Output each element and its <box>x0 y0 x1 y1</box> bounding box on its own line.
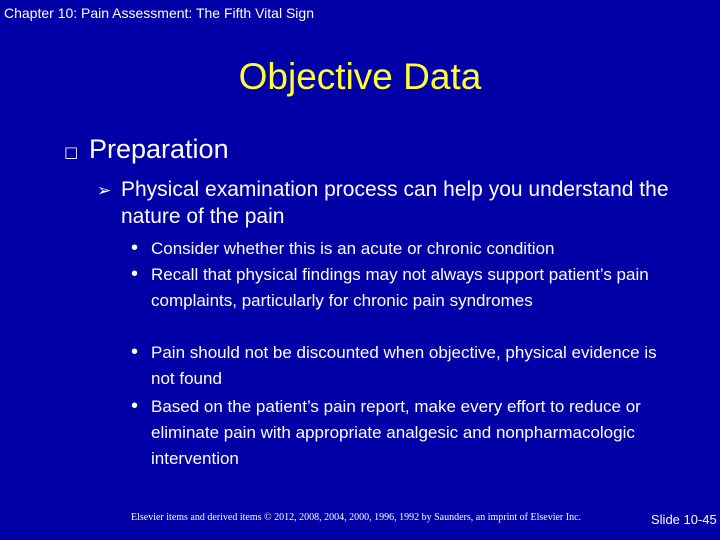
slide-title: Objective Data <box>238 56 482 97</box>
level1-heading: Preparation <box>89 134 229 164</box>
arrow-bullet-icon: ➢ <box>97 181 112 201</box>
bullet-text: Consider whether this is an acute or chronic condition <box>151 239 555 258</box>
bullet-dot-icon: • <box>131 263 139 285</box>
chapter-header: Chapter 10: Pain Assessment: The Fifth Vital Sign <box>4 5 314 21</box>
bullet-text: Recall that physical findings may not always support patient’s pain complaints, particularly for chronic pain syndromes <box>151 265 649 310</box>
bullet-dot-icon: • <box>131 341 139 363</box>
copyright-footer: Elsevier items and derived items © 2012, 2008, 2004, 2000, 1996, 1992 by Saunders, an imprint of Elsevier Inc. <box>131 512 582 523</box>
hollow-square-bullet-icon: □ <box>64 143 79 161</box>
bullet-dot-icon: • <box>131 237 139 259</box>
bullet-text: Based on the patient’s pain report, make every effort to reduce or eliminate pain with appropriate analgesic and nonpharmacologic intervention <box>151 397 641 468</box>
bullet-text: Pain should not be discounted when objective, physical evidence is not found <box>151 343 657 388</box>
bullet-dot-icon: • <box>131 395 139 417</box>
slide-number: Slide 10-45 <box>651 512 717 527</box>
level2-text: Physical examination process can help you understand the nature of the pain <box>121 178 669 228</box>
